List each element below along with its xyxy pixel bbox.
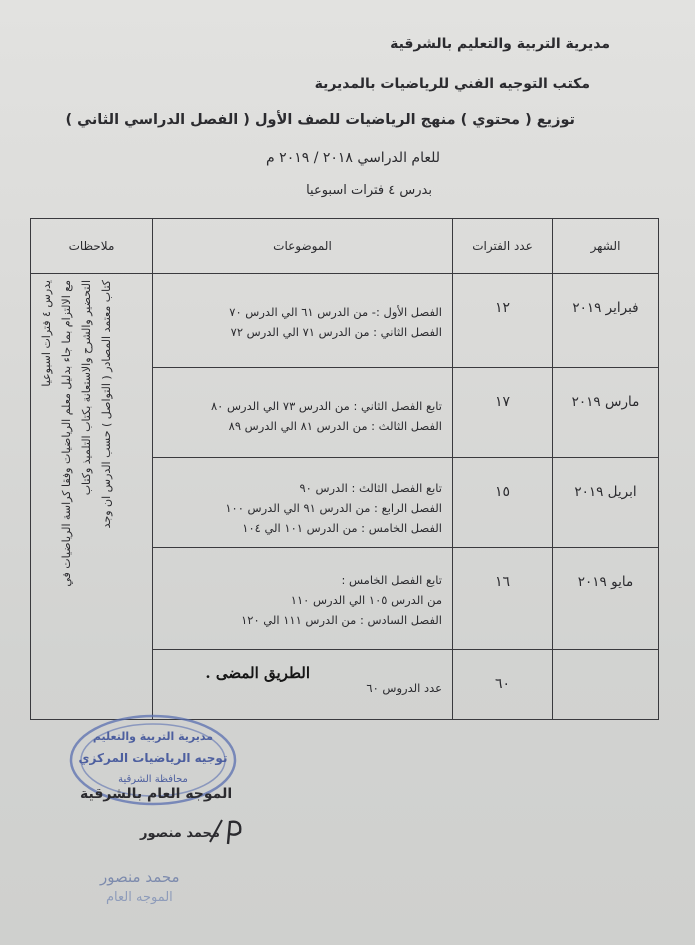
- col-count-header: عدد الفترات: [453, 219, 553, 274]
- directorate-title: مديرية التربية والتعليم بالشرقية: [390, 36, 610, 52]
- weekly-periods: بدرس ٤ فترات اسبوعيا: [306, 183, 432, 198]
- notes-cell: [31, 274, 153, 720]
- topic-line: الفصل الأول :- من الدرس ٦١ الي الدرس ٧٠: [229, 305, 442, 319]
- topics-cell: [153, 368, 453, 458]
- total-lessons: عدد الدروس ٦٠: [366, 681, 442, 695]
- topic-line: تابع الفصل الثاني : من الدرس ٧٣ الي الدرس ٨٠: [210, 399, 442, 413]
- count-cell: ٦٠: [453, 650, 553, 720]
- note-line: مع الالتزام بما جاء بدليل معلم الرياضيات وفقا كراسة الرياضيات في: [60, 280, 73, 587]
- topic-line: من الدرس ١٠٥ الي الدرس ١١٠: [290, 593, 442, 607]
- table-header-row: [31, 219, 659, 274]
- col-topics-header: الموضوعات: [153, 219, 453, 274]
- document-title: توزيع ( محتوي ) منهج الرياضيات للصف الأول ( الفصل الدراسي الثاني ): [65, 112, 575, 128]
- note-line: كتاب معتمد المصادر ( التواصل ) حسب الدرس ان وجد: [100, 280, 113, 529]
- topics-cell: [153, 274, 453, 368]
- col-month-header: الشهر: [553, 219, 659, 274]
- stamp-line: توجيه الرياضيات المركزي: [78, 751, 228, 765]
- count-cell: ١٧: [453, 368, 553, 458]
- month-cell: مارس ٢٠١٩: [553, 368, 659, 458]
- month-cell: مايو ٢٠١٩: [553, 548, 659, 650]
- topic-line: الفصل الثاني : من الدرس ٧١ الي الدرس ٧٢: [230, 325, 442, 339]
- topics-cell: [153, 548, 453, 650]
- signature-mark-icon: [200, 814, 250, 850]
- academic-year: للعام الدراسي ٢٠١٨ / ٢٠١٩ م: [266, 150, 440, 166]
- stamp-line: محافظة الشرقية: [118, 774, 188, 785]
- supervisor-title: الموجه العام بالشرقية: [80, 786, 233, 802]
- count-cell: ١٢: [453, 274, 553, 368]
- topics-cell: [153, 458, 453, 548]
- blue-signature-title: الموجه العام: [106, 890, 173, 905]
- topic-line: الفصل الثالث : من الدرس ٨١ الي الدرس ٨٩: [228, 419, 442, 433]
- count-cell: ١٥: [453, 458, 553, 548]
- office-title: مكتب التوجيه الفني للرياضيات بالمديرية: [314, 76, 590, 92]
- topic-line: تابع الفصل الثالث : الدرس ٩٠: [299, 481, 442, 495]
- curriculum-table: [30, 218, 659, 720]
- stamp-line: مديرية التربية والتعليم: [92, 730, 214, 743]
- month-cell: [553, 650, 659, 720]
- topic-line: الفصل الخامس : من الدرس ١٠١ الي ١٠٤: [242, 521, 442, 535]
- month-cell: فبراير ٢٠١٩: [553, 274, 659, 368]
- col-notes-header: ملاحظات: [31, 219, 153, 274]
- note-line: التحضير والشرح والاستعانة بكتاب التلميذ وكتاب: [80, 280, 93, 496]
- table-row: [31, 274, 659, 368]
- notes-text: [37, 280, 155, 700]
- month-cell: ابريل ٢٠١٩: [553, 458, 659, 548]
- topic-line: الفصل الرابع : من الدرس ٩١ الي الدرس ١٠٠: [225, 501, 442, 515]
- topic-line: تابع الفصل الخامس :: [341, 573, 442, 587]
- topics-cell: [153, 650, 453, 720]
- signature-name: محمد منصور: [140, 826, 220, 841]
- topic-line: الفصل السادس : من الدرس ١١١ الي ١٢٠: [241, 613, 442, 627]
- note-line: يدرس ٤ فترات اسبوعيا: [40, 280, 53, 387]
- handwritten-note: الطريق المضى .: [205, 664, 310, 682]
- count-cell: ١٦: [453, 548, 553, 650]
- blue-signature-name: محمد منصور: [100, 868, 180, 886]
